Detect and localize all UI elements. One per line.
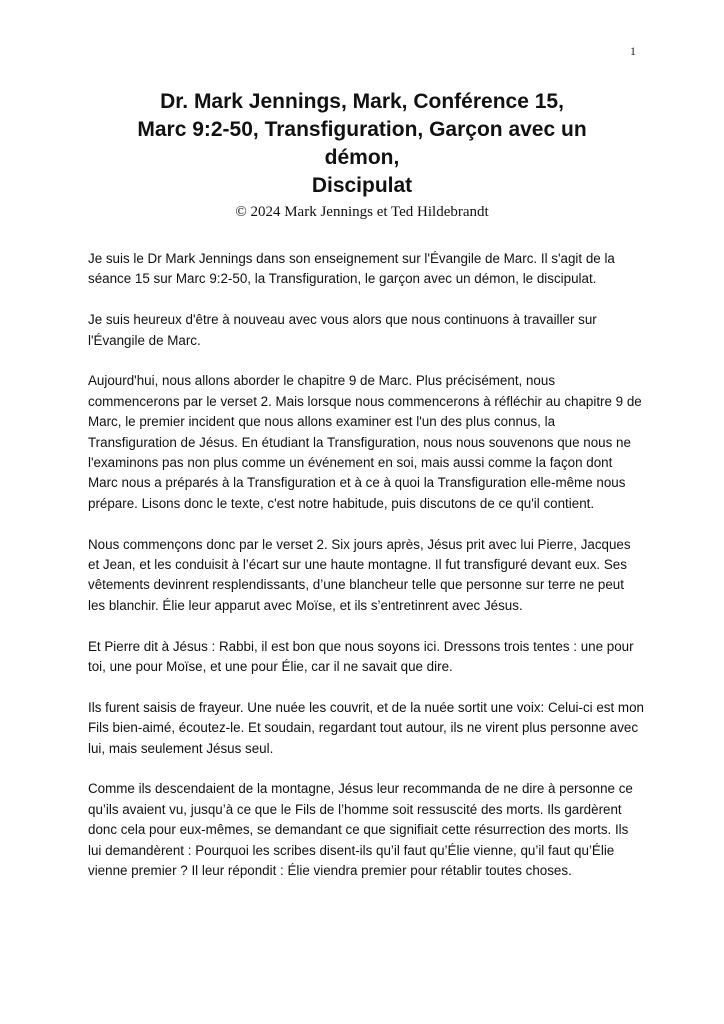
page-number: 1 [630,44,636,58]
copyright-notice: © 2024 Mark Jennings et Ted Hildebrandt [235,204,489,220]
document-title [60,88,664,200]
document-header [60,88,664,222]
paragraph: Et Pierre dit à Jésus : Rabbi, il est bon que nous soyons ici. Dressons trois tentes : une pour toi, une pour Moïse, et une pour Élie, car il ne savait que dire. [88,638,634,675]
paragraph: Je suis heureux d'être à nouveau avec vous alors que nous continuons à travailler sur l'Évangile de Marc. [88,312,597,348]
paragraph: Je suis le Dr Mark Jennings dans son enseignement sur l'Évangile de Marc. Il s'agit de la séance 15 sur Marc 9:2-50, la Transfiguration, le garçon avec un démon, le discipulat. [88,251,615,287]
paragraph: Ils furent saisis de frayeur. Une nuée les couvrit, et de la nuée sortit une voix: Celui-ci est mon Fils bien-aimé, écoutez-le. Et soudain, regardant tout autour, ils ne virent plus personne avec lui, mais seulement Jésus seul. [88,699,644,756]
title-line: Marc 9:2-50, Transfiguration, Garçon avec un [137,118,587,141]
title-line: Discipulat [311,174,413,197]
paragraph: Aujourd'hui, nous allons aborder le chapitre 9 de Marc. Plus précisément, nous commencerons par le verset 2. Mais lorsque nous commencerons à réfléchir au chapitre 9 de Marc, le premier incident que nous allons examiner est l'un des plus connus, la Transfiguration de Jésus. En étudiant la Transfiguration, nous nous souvenons que nous ne l'examinons pas non plus comme un événement en soi, mais aussi comme la façon dont Marc nous a préparés à la Transfiguration et à ce à quoi la Transfiguration elle-même nous prépare. Lisons donc le texte, c'est notre habitude, puis discutons de ce qu'il contient. [88,373,642,511]
title-line: Dr. Mark Jennings, Mark, Conférence 15, [160,90,564,113]
paragraph: Comme ils descendaient de la montagne, Jésus leur recommanda de ne dire à personne ce qu’ils avaient vu, jusqu’à ce que le Fils de l’homme soit ressuscité des morts. Ils gardèrent donc cela pour eux-mêmes, se demandant ce que signifiait cette résurrection des morts. Ils lui demandèrent : Pourquoi les scribes disent-ils qu’il faut qu’Élie vienne, qu’il faut qu’Élie vienne premier ? Il leur répondit : Élie viendra premier pour rétablir toutes choses. [88,781,633,879]
document-body [88,249,644,902]
title-line: démon, [324,146,400,169]
paragraph: Nous commençons donc par le verset 2. Six jours après, Jésus prit avec lui Pierre, Jacques et Jean, et les conduisit à l’écart sur une haute montagne. Il fut transfiguré devant eux. Ses vêtements devinrent resplendissants, d’une blancheur telle que personne sur terre ne peut les blanchir. Élie leur apparut avec Moïse, et ils s’entretinrent avec Jésus. [88,536,631,613]
